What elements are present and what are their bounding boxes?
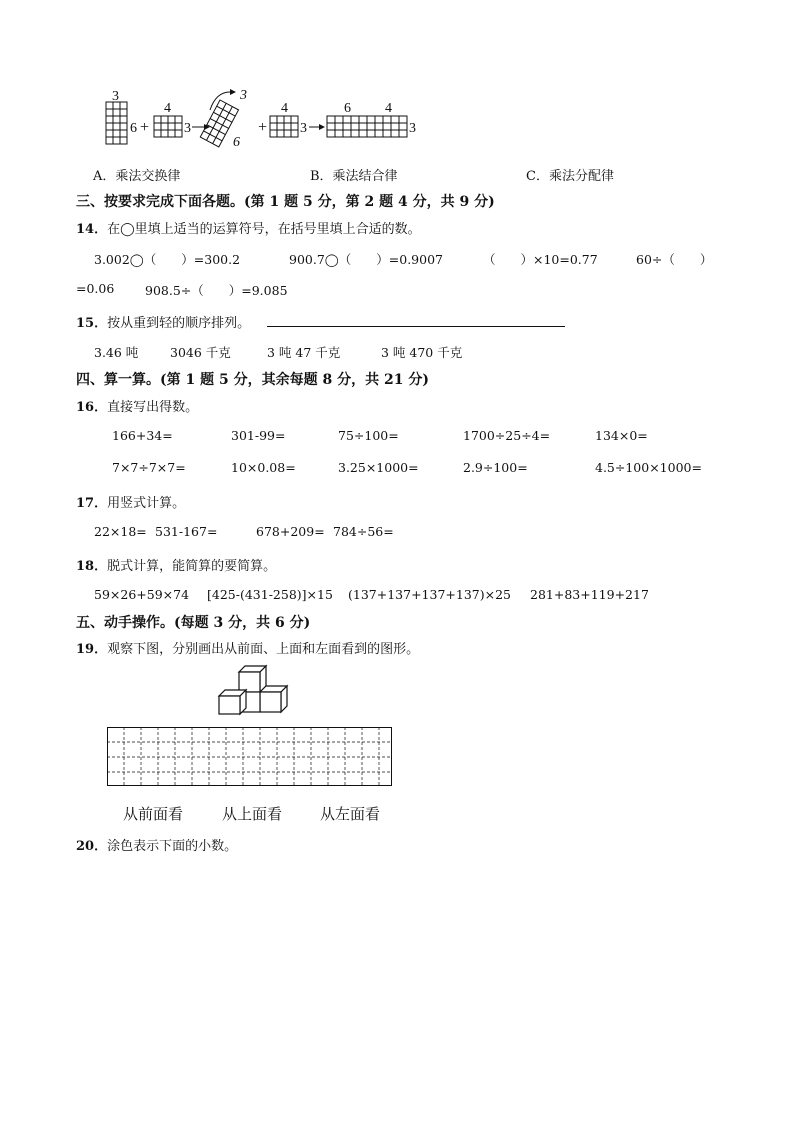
question-number: 20． [76,839,108,854]
cube-figure [215,664,295,714]
multiplication-grid-figure [100,88,430,158]
q14-item-4: 60÷（ ） [636,252,713,267]
caption-left-view: 从左面看 [320,805,381,823]
rotate-arrowhead-icon [230,89,236,95]
question-text: 用竖式计算。 [107,496,186,511]
section-5-heading: 五、动手操作。(每题 3 分，共 6 分) [76,615,311,631]
drawing-grid[interactable] [107,727,393,787]
grid1-side-label: 6 [130,121,137,136]
grid3-side-label: 6 [233,135,240,150]
q16-r1-c3: 75÷100= [338,428,399,443]
question-text: 在◯里填上适当的运算符号，在括号里填上合适的数。 [107,222,421,237]
grid5-top-label-right: 4 [385,101,392,116]
question-number: 14． [76,222,108,237]
answer-line[interactable] [267,326,565,327]
grid-4x3-second [270,116,298,137]
grid3-top-label: 3 [240,88,247,103]
grid-10x3 [327,116,407,137]
grid-3x6 [106,102,127,144]
question-17 [76,492,185,511]
question-text: 涂色表示下面的小数。 [107,839,238,854]
q16-r1-c4: 1700÷25÷4= [463,428,551,443]
question-18 [76,555,276,574]
question-number: 17． [76,496,108,511]
q14-item-5: 908.5÷（ ）=9.085 [145,283,288,298]
q17-item-1: 22×18= [94,524,147,539]
option-c: C．乘法分配律 [526,169,614,184]
grid2-top-label: 4 [164,101,171,116]
q14-item-2: 900.7◯（ ）=0.9007 [289,252,443,267]
question-19 [76,638,419,657]
question-number: 15． [76,316,108,331]
q18-item-4: 281+83+119+217 [530,587,649,602]
grid4-top-label: 4 [281,101,288,116]
q17-item-2: 531-167= [155,524,218,539]
q16-r2-c5: 4.5÷100×1000= [595,460,702,475]
question-text: 按从重到轻的顺序排列。 [107,316,251,331]
q16-r1-c5: 134×0= [595,428,648,443]
q14-item-4-cont: =0.06 [76,281,115,296]
caption-front-view: 从前面看 [123,805,184,823]
q16-r2-c1: 7×7÷7×7= [112,460,186,475]
grid1-top-label: 3 [112,89,119,104]
question-16 [76,396,198,415]
question-number: 18． [76,559,108,574]
q14-item-3: （ ）×10=0.77 [483,252,598,267]
q18-item-3: (137+137+137+137)×25 [348,587,511,602]
plus-sign-1: + [140,119,150,136]
q14-item-1: 3.002◯（ ）=300.2 [94,252,241,267]
arrow-icon-2 [309,124,325,130]
section-3-heading: 三、按要求完成下面各题。(第 1 题 5 分，第 2 题 4 分，共 9 分) [76,194,495,210]
q15-item-4: 3 吨 470 千克 [381,345,463,360]
question-number: 16． [76,400,108,415]
q16-r2-c2: 10×0.08= [231,460,296,475]
plus-sign-2: + [258,119,268,136]
q15-item-1: 3.46 吨 [94,345,139,360]
question-text: 直接写出得数。 [107,400,199,415]
q16-r1-c1: 166+34= [112,428,173,443]
grid-4x3 [154,116,182,137]
question-15 [76,312,250,331]
question-text: 脱式计算，能简算的要简算。 [107,559,277,574]
q17-item-4: 784÷56= [333,524,394,539]
option-a: A．乘法交换律 [93,169,181,184]
question-20 [76,835,237,854]
grid4-side-label: 3 [300,121,307,136]
grid5-top-label-left: 6 [344,101,351,116]
q16-r2-c4: 2.9÷100= [463,460,528,475]
question-text: 观察下图，分别画出从前面、上面和左面看到的图形。 [107,642,420,657]
question-number: 19． [76,642,108,657]
q16-r2-c3: 3.25×1000= [338,460,419,475]
q18-item-2: [425-(431-258)]×15 [207,587,333,602]
grid2-side-label: 3 [184,121,191,136]
section-4-heading: 四、算一算。(第 1 题 5 分，其余每题 8 分，共 21 分) [76,372,429,388]
q16-r1-c2: 301-99= [231,428,286,443]
q18-item-1: 59×26+59×74 [94,587,190,602]
q17-item-3: 678+209= [256,524,325,539]
caption-top-view: 从上面看 [222,805,283,823]
q15-item-2: 3046 千克 [170,345,231,360]
q15-item-3: 3 吨 47 千克 [267,345,341,360]
grid5-side-label: 3 [409,121,416,136]
question-14 [76,218,421,237]
option-b: B．乘法结合律 [310,169,398,184]
